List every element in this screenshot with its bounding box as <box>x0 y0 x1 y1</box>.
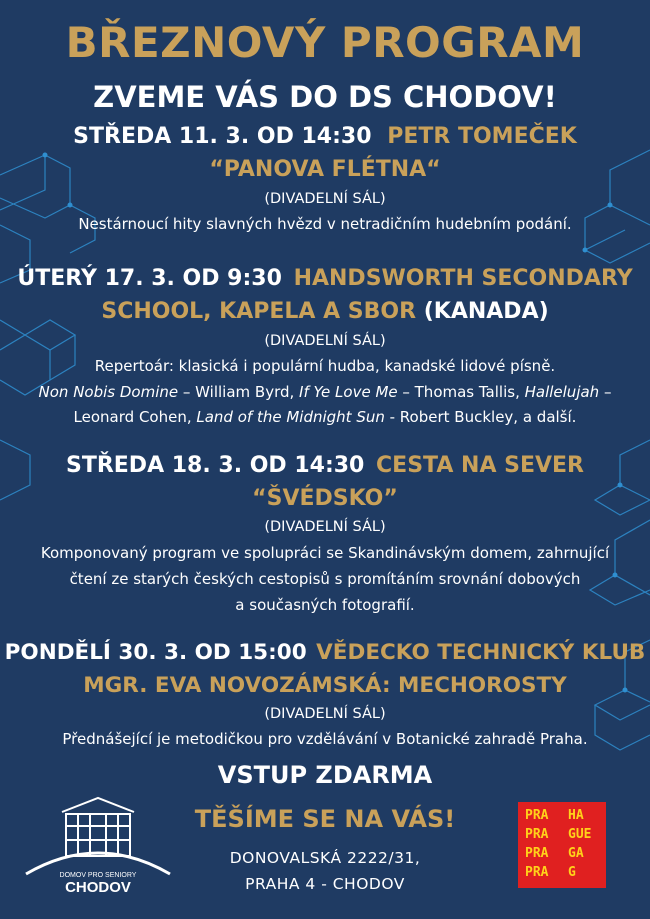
song-1-title: Non Nobis Domine <box>38 383 179 401</box>
song-4-title: Land of the Midnight Sun <box>196 408 385 426</box>
event-3-title: CESTA NA SEVER <box>376 453 584 478</box>
address-line-1: DONOVALSKÁ 2222/31, <box>229 849 421 867</box>
event-1-date: STŘEDA 11. 3. OD 14:30 <box>73 124 372 149</box>
event-3-date: STŘEDA 18. 3. OD 14:30 <box>65 453 365 478</box>
song-2-author: – Thomas Tallis, <box>397 383 525 401</box>
free-entry-label: VSTUP ZDARMA <box>217 761 433 789</box>
song-4-author: - Robert Buckley, a další. <box>384 408 577 426</box>
page-title: BŘEZNOVÝ PROGRAM <box>65 18 585 67</box>
song-3-separator: – <box>599 383 612 401</box>
event-2-songs-line-2 <box>0 408 650 426</box>
event-3-venue: (DIVADELNÍ SÁL) <box>264 519 386 535</box>
event-1-venue: (DIVADELNÍ SÁL) <box>264 191 386 207</box>
event-2-date: ÚTERÝ 17. 3. OD 9:30 <box>17 266 282 291</box>
event-3-description-1: Komponovaný program ve spolupráci se Skandinávským domem, zahrnující <box>40 544 610 562</box>
logo-left-line2: CHODOV <box>65 879 131 896</box>
praha-logo-r4c2: G <box>568 865 576 880</box>
event-3-description-2: čtení ze starých českých cestopisů s promítáním srovnání dobových <box>69 570 581 588</box>
address-line-2: PRAHA 4 - CHODOV <box>245 875 405 893</box>
event-2-title-cont: SCHOOL, KAPELA A SBOR <box>101 299 417 324</box>
event-2-title: HANDSWORTH SECONDARY <box>293 266 633 291</box>
event-3-subtitle: “ŠVÉDSKO” <box>252 486 398 511</box>
praha-logo-r1c1: PRA <box>525 808 549 823</box>
event-2-country: (KANADA) <box>423 299 549 324</box>
event-4-date: PONDĚLÍ 30. 3. OD 15:00 <box>4 640 307 665</box>
greeting-label: TĚŠÍME SE NA VÁS! <box>194 805 456 833</box>
praha-logo-r2c2: GUE <box>568 827 592 842</box>
event-4-description: Přednášející je metodičkou pro vzdělávání v Botanické zahradě Praha. <box>62 730 588 748</box>
event-2-heading <box>0 266 650 291</box>
praha-logo-r3c2: GA <box>568 846 584 861</box>
praha-logo-r1c2: HA <box>568 808 584 823</box>
event-4-title: VĚDECKO TECHNICKÝ KLUB <box>316 640 646 665</box>
page-subtitle: ZVEME VÁS DO DS CHODOV! <box>93 80 557 114</box>
building-icon <box>22 792 174 896</box>
event-3-heading <box>0 453 650 478</box>
song-1-author: – William Byrd, <box>178 383 300 401</box>
event-4-subtitle: MGR. EVA NOVOZÁMSKÁ: MECHOROSTY <box>83 673 567 698</box>
song-2-title: If Ye Love Me <box>299 383 398 401</box>
song-3-author: Leonard Cohen, <box>73 408 197 426</box>
praha-logo <box>518 802 606 888</box>
praha-logo-r4c1: PRA <box>525 865 549 880</box>
song-3-title: Hallelujah <box>524 383 600 401</box>
event-1-subtitle: “PANOVA FLÉTNA“ <box>209 157 441 182</box>
event-3-description-3: a současných fotografií. <box>235 596 415 614</box>
praha-logo-r3c1: PRA <box>525 846 549 861</box>
logo-left-line1: DOMOV PRO SENIORY <box>59 872 137 879</box>
event-2-description: Repertoár: klasická i populární hudba, kanadské lidové písně. <box>94 357 556 375</box>
praha-logo-r2c1: PRA <box>525 827 549 842</box>
event-2-songs-line-1 <box>0 383 650 401</box>
event-1-title: PETR TOMEČEK <box>387 124 577 149</box>
domov-chodov-logo <box>22 792 174 896</box>
event-2-subtitle <box>0 299 650 324</box>
event-4-heading <box>0 640 650 665</box>
event-2-venue: (DIVADELNÍ SÁL) <box>264 333 386 349</box>
event-4-venue: (DIVADELNÍ SÁL) <box>264 706 386 722</box>
event-1-heading <box>0 124 650 149</box>
event-1-description: Nestárnoucí hity slavných hvězd v netradičním hudebním podání. <box>78 215 572 233</box>
